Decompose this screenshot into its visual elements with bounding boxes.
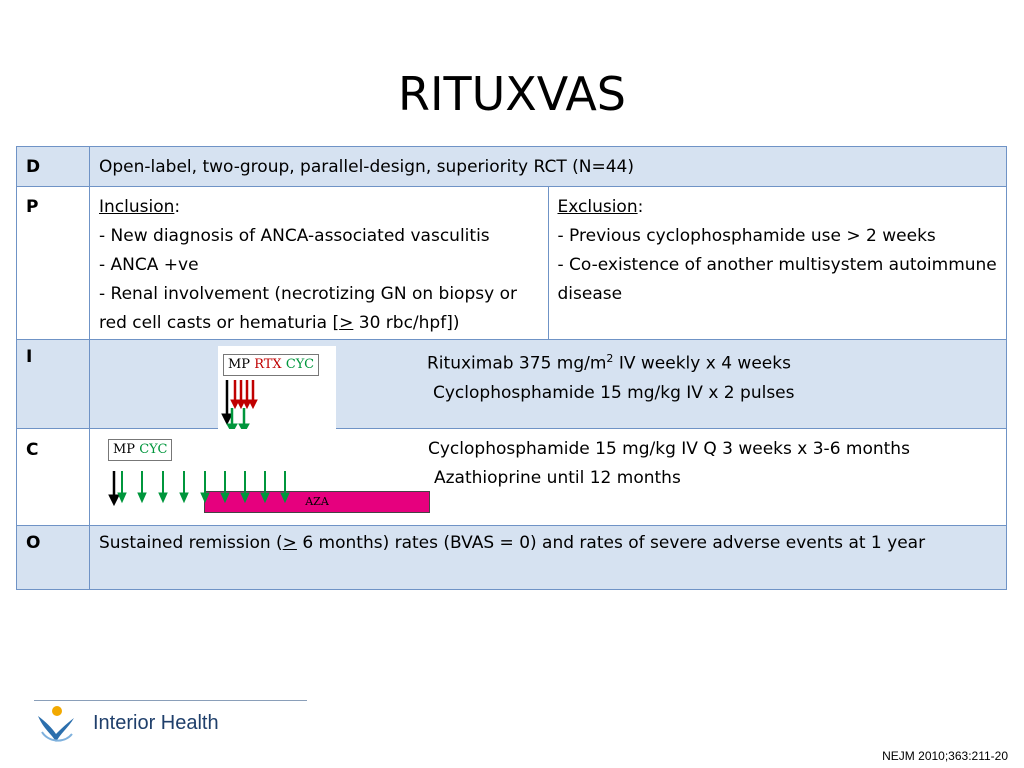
inclusion-item: - New diagnosis of ANCA-associated vasculitis [99,226,490,246]
intervention-cell [90,340,1007,429]
intervention-text [427,344,947,408]
rituxvas-regimen-diagram [218,346,336,434]
aza-bar: AZA [204,491,430,513]
dosing-arrows [218,346,336,434]
exclusion-item: - Previous cyclophosphamide use > 2 weeks [557,226,936,246]
row-key-p: P [17,187,90,340]
row-key-i: I [17,340,90,429]
comparator-cell [90,429,1007,526]
inclusion-cell [90,187,549,340]
exclusion-heading-line: Exclusion: [557,197,644,217]
slide-title: RITUXVAS [397,67,626,121]
design-text: Open-label, two-group, parallel-design, superiority RCT (N=44) [90,147,1007,187]
comparator-text [428,435,988,493]
regimen-label-box: MP RTX CYC [223,354,319,376]
cyclophosphamide-line: Cyclophosphamide 15 mg/kg IV x 2 pulses [433,382,795,403]
row-key-d: D [17,147,90,187]
row-key-o: O [17,526,90,590]
row-key-c: C [17,429,90,526]
inclusion-heading: Inclusion [99,197,175,217]
control-label-box: MP CYC [108,439,172,461]
control-dosing-arrows [106,439,436,521]
exclusion-heading: Exclusion [557,197,638,217]
table-row-intervention [17,340,1007,429]
table-row-outcome [17,526,1007,590]
rtx-arrows [231,380,257,408]
picot-table [16,146,1007,590]
inclusion-item: - ANCA +ve [99,255,199,275]
inclusion-heading-line: Inclusion: [99,197,181,217]
outcome-text: Sustained remission (> 6 months) rates (BVAS = 0) and rates of severe adverse events at 1 year [90,526,1007,590]
brand-name: Interior Health [93,712,219,734]
inclusion-item-renal: - Renal involvement (necrotizing GN on biopsy or red cell casts or hematuria [> 30 rbc/hpf]) [99,284,517,333]
exclusion-cell [548,187,1007,340]
interior-health-logo [36,704,76,746]
table-row-comparator [17,429,1007,526]
cyc-arrows [118,471,289,502]
exclusion-item: - Co-existence of another multisystem autoimmune disease [557,255,997,304]
citation: NEJM 2010;363:211-20 [882,749,1008,763]
rituximab-line: Rituximab 375 $mg/m^2$ IV weekly x 4 weeks [427,352,791,374]
mp-arrow [222,380,232,424]
azathioprine-line: Azathioprine until 12 months [434,468,681,488]
control-regimen-diagram [106,439,436,521]
table-row-design [17,147,1007,187]
table-row-population [17,187,1007,340]
cyclophosphamide-control-line: Cyclophosphamide 15 mg/kg IV Q 3 weeks x 3-6 months [428,439,910,459]
mp-arrow [109,471,119,505]
footer-divider [34,700,307,701]
